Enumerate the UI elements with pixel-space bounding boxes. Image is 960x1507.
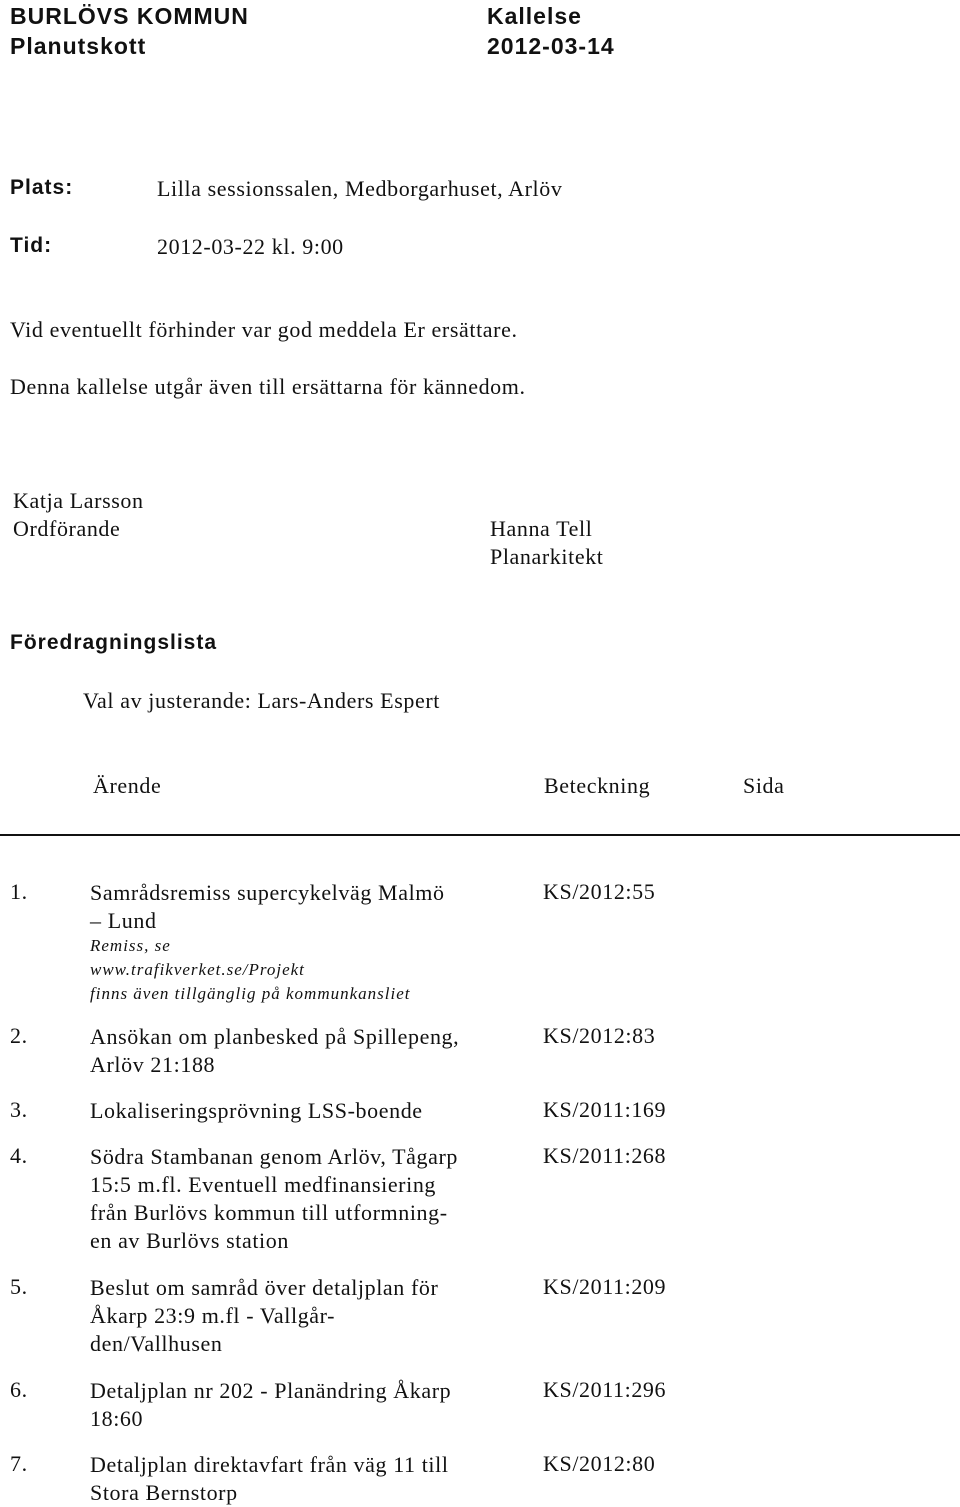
chair-role: Ordförande <box>13 516 121 541</box>
agenda-item-number: 6. <box>10 1377 28 1402</box>
agenda-item-number: 5. <box>10 1274 28 1299</box>
agenda-item-number: 1. <box>10 879 28 904</box>
document-date: 2012-03-14 <box>487 33 615 59</box>
time-label: Tid: <box>10 234 53 257</box>
column-header-reference: Beteckning <box>544 773 651 798</box>
agenda-item-number: 7. <box>10 1451 28 1476</box>
agenda-item-number: 2. <box>10 1023 28 1048</box>
agenda-item-title: Ansökan om planbesked på Spillepeng, Arlöv 21:188 <box>90 1024 460 1077</box>
agenda-item-title: Detaljplan nr 202 - Planändring Åkarp 18:60 <box>90 1378 452 1431</box>
chair-name: Katja Larsson <box>13 488 144 513</box>
table-divider <box>0 834 960 836</box>
agenda-item-title: Detaljplan direktavfart från väg 11 till Stora Bernstorp <box>90 1452 449 1505</box>
agenda-item-number: 4. <box>10 1143 28 1168</box>
architect-name: Hanna Tell <box>490 516 593 541</box>
agenda-item-reference: KS/2012:80 <box>543 1451 656 1476</box>
substitute-note: Vid eventuellt förhinder var god meddela Er ersättare. <box>10 317 518 342</box>
agenda-item-reference: KS/2011:169 <box>543 1097 667 1122</box>
organization-name: BURLÖVS KOMMUN <box>10 3 249 29</box>
agenda-item-title: Beslut om samråd över detaljplan för Åkarp 23:9 m.fl - Vallgår- den/Vallhusen <box>90 1275 439 1356</box>
place-label: Plats: <box>10 176 74 199</box>
agenda-item-title: Södra Stambanan genom Arlöv, Tågarp 15:5 m.fl. Eventuell medfinansiering från Burlövs kommun till utformning- en av Burlövs station <box>90 1144 459 1253</box>
agenda-item-title: Samrådsremiss supercykelväg Malmö – Lund <box>90 880 445 933</box>
agenda-item-reference: KS/2011:209 <box>543 1274 667 1299</box>
column-header-item: Ärende <box>93 773 162 798</box>
agenda-item-reference: KS/2012:55 <box>543 879 656 904</box>
info-note: Denna kallelse utgår även till ersättarna för kännedom. <box>10 374 526 399</box>
column-header-page: Sida <box>743 773 785 798</box>
agenda-item-reference: KS/2011:268 <box>543 1143 667 1168</box>
agenda-item-title: Lokaliseringsprövning LSS-boende <box>90 1098 423 1123</box>
time-value: 2012-03-22 kl. 9:00 <box>157 234 344 259</box>
committee-name: Planutskott <box>10 33 147 59</box>
place-value: Lilla sessionssalen, Medborgarhuset, Arlöv <box>157 176 563 201</box>
agenda-item-number: 3. <box>10 1097 28 1122</box>
architect-role: Planarkitekt <box>490 544 604 569</box>
agenda-title: Föredragningslista <box>10 631 218 654</box>
document-type: Kallelse <box>487 3 582 29</box>
agenda-item-reference: KS/2011:296 <box>543 1377 667 1402</box>
agenda-item-note: Remiss, se www.trafikverket.se/Projekt finns även tillgänglig på kommunkansliet <box>90 936 411 1003</box>
agenda-item-reference: KS/2012:83 <box>543 1023 656 1048</box>
adjuster-line: Val av justerande: Lars-Anders Espert <box>83 688 440 713</box>
